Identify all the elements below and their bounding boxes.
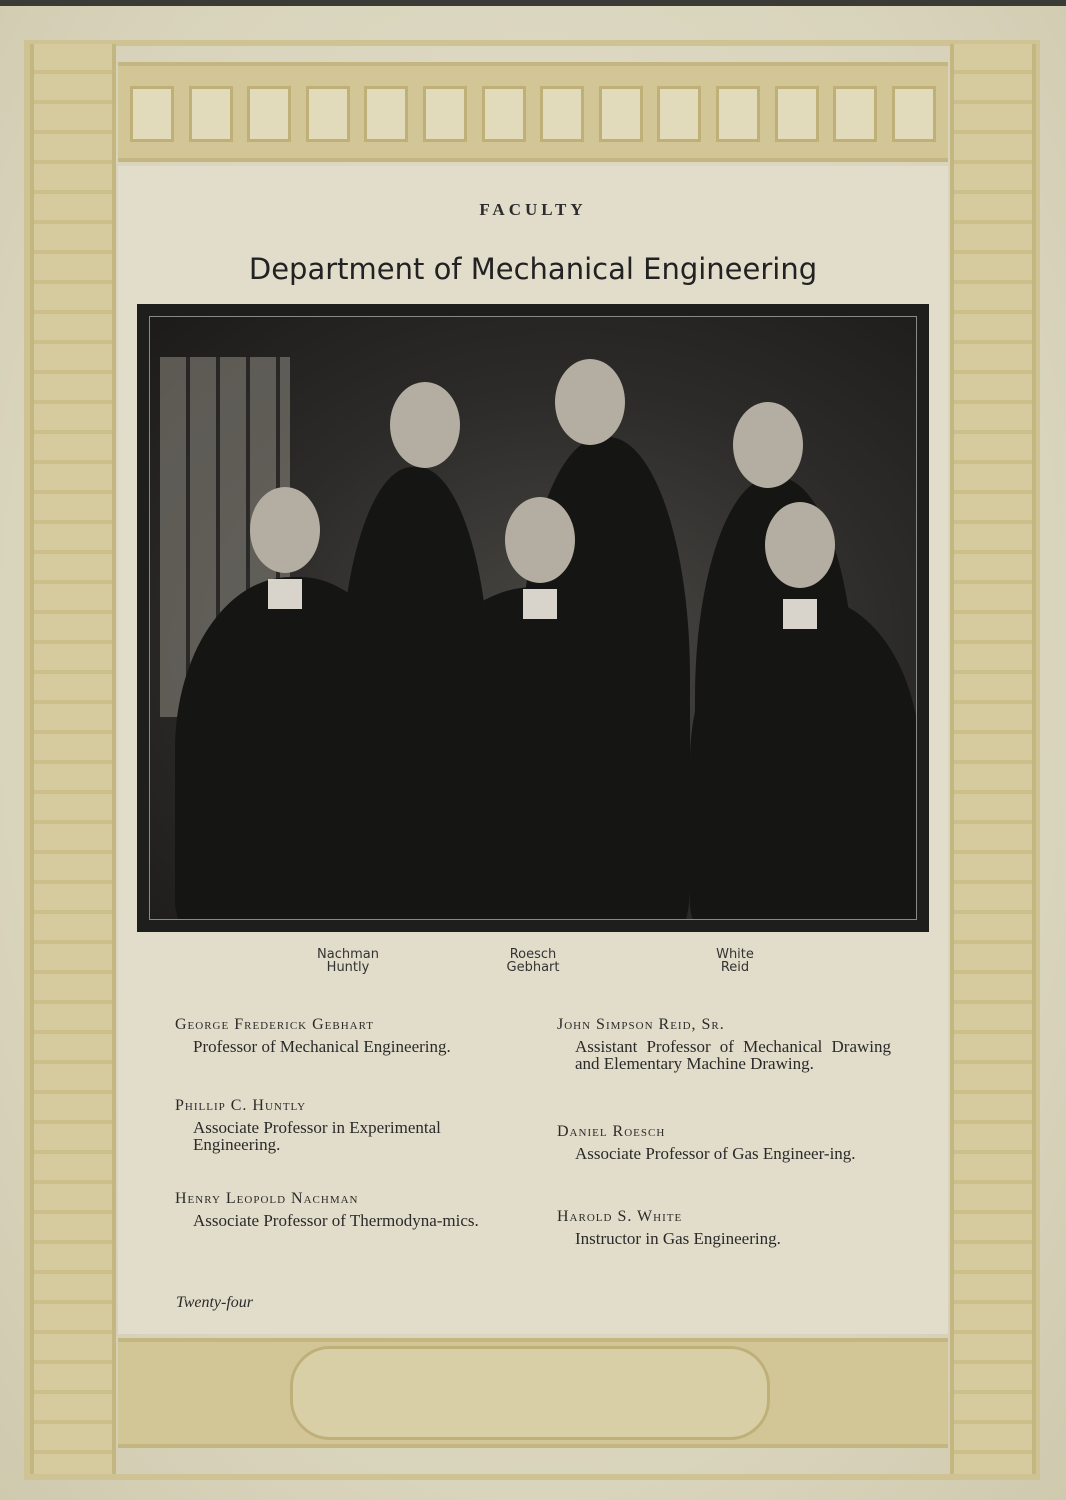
person-collar bbox=[268, 579, 302, 609]
faculty-role: Professor of Mechanical Engineering. bbox=[193, 1037, 451, 1056]
top-panel-row bbox=[130, 86, 936, 142]
ornament-panel bbox=[306, 86, 350, 142]
page-number: Twenty-four bbox=[176, 1294, 254, 1311]
faculty-entry bbox=[557, 1123, 891, 1162]
faculty-role: Assistant Professor of Mechanical Drawing and Elementary Machine Drawing. bbox=[575, 1037, 891, 1073]
caption-top-name: Roesch bbox=[509, 947, 557, 962]
ornament-panel bbox=[657, 86, 701, 142]
person-head bbox=[390, 382, 460, 468]
caption-bottom-name: Huntly bbox=[326, 960, 370, 975]
person-head bbox=[555, 359, 625, 445]
person-head bbox=[765, 502, 835, 588]
faculty-role: Instructor in Gas Engineering. bbox=[575, 1229, 781, 1248]
faculty-name: Henry Leopold Nachman bbox=[175, 1190, 359, 1207]
photo-caption bbox=[298, 948, 398, 974]
caption-bottom-name: Gebhart bbox=[506, 960, 560, 975]
faculty-entry bbox=[557, 1016, 891, 1072]
faculty-name: Phillip C. Huntly bbox=[175, 1097, 307, 1114]
faculty-name: George Frederick Gebhart bbox=[175, 1016, 375, 1033]
faculty-role: Associate Professor of Thermodyna-mics. bbox=[193, 1211, 479, 1230]
department-title: Department of Mechanical Engineering bbox=[248, 252, 818, 286]
faculty-name: Daniel Roesch bbox=[557, 1123, 666, 1140]
ornament-panel bbox=[130, 86, 174, 142]
photo-caption bbox=[483, 948, 583, 974]
bottom-scroll-ornament bbox=[290, 1346, 770, 1440]
scan-edge bbox=[0, 0, 1066, 6]
ornament-panel bbox=[189, 86, 233, 142]
person-head bbox=[733, 402, 803, 488]
faculty-entry bbox=[175, 1097, 515, 1153]
ornament-panel bbox=[833, 86, 877, 142]
ornament-panel bbox=[482, 86, 526, 142]
ornament-panel bbox=[423, 86, 467, 142]
person-figure bbox=[175, 577, 415, 920]
ornament-panel bbox=[716, 86, 760, 142]
person-figure bbox=[405, 587, 675, 920]
ornament-panel bbox=[599, 86, 643, 142]
ornament-panel bbox=[892, 86, 936, 142]
faculty-entry bbox=[557, 1208, 891, 1247]
caption-top-name: White bbox=[716, 947, 754, 962]
person-head bbox=[250, 487, 320, 573]
caption-bottom-name: Reid bbox=[720, 960, 750, 975]
faculty-entry bbox=[175, 1190, 515, 1229]
section-title: FACULTY bbox=[479, 200, 587, 219]
faculty-role: Associate Professor of Gas Engineer-ing. bbox=[575, 1144, 856, 1163]
ornament-panel bbox=[364, 86, 408, 142]
photo-caption bbox=[690, 948, 780, 974]
faculty-name: John Simpson Reid, Sr. bbox=[557, 1016, 725, 1033]
faculty-role: Associate Professor in Experimental Engineering. bbox=[193, 1118, 441, 1154]
person-head bbox=[505, 497, 575, 583]
person-collar bbox=[523, 589, 557, 619]
caption-top-name: Nachman bbox=[317, 947, 379, 962]
person-collar bbox=[783, 599, 817, 629]
person-figure bbox=[690, 597, 917, 920]
faculty-name: Harold S. White bbox=[557, 1208, 683, 1225]
photo-image bbox=[149, 316, 917, 920]
ornament-panel bbox=[540, 86, 584, 142]
ornament-panel bbox=[775, 86, 819, 142]
group-photo bbox=[137, 304, 929, 932]
faculty-entry bbox=[175, 1016, 515, 1055]
ornament-panel bbox=[247, 86, 291, 142]
